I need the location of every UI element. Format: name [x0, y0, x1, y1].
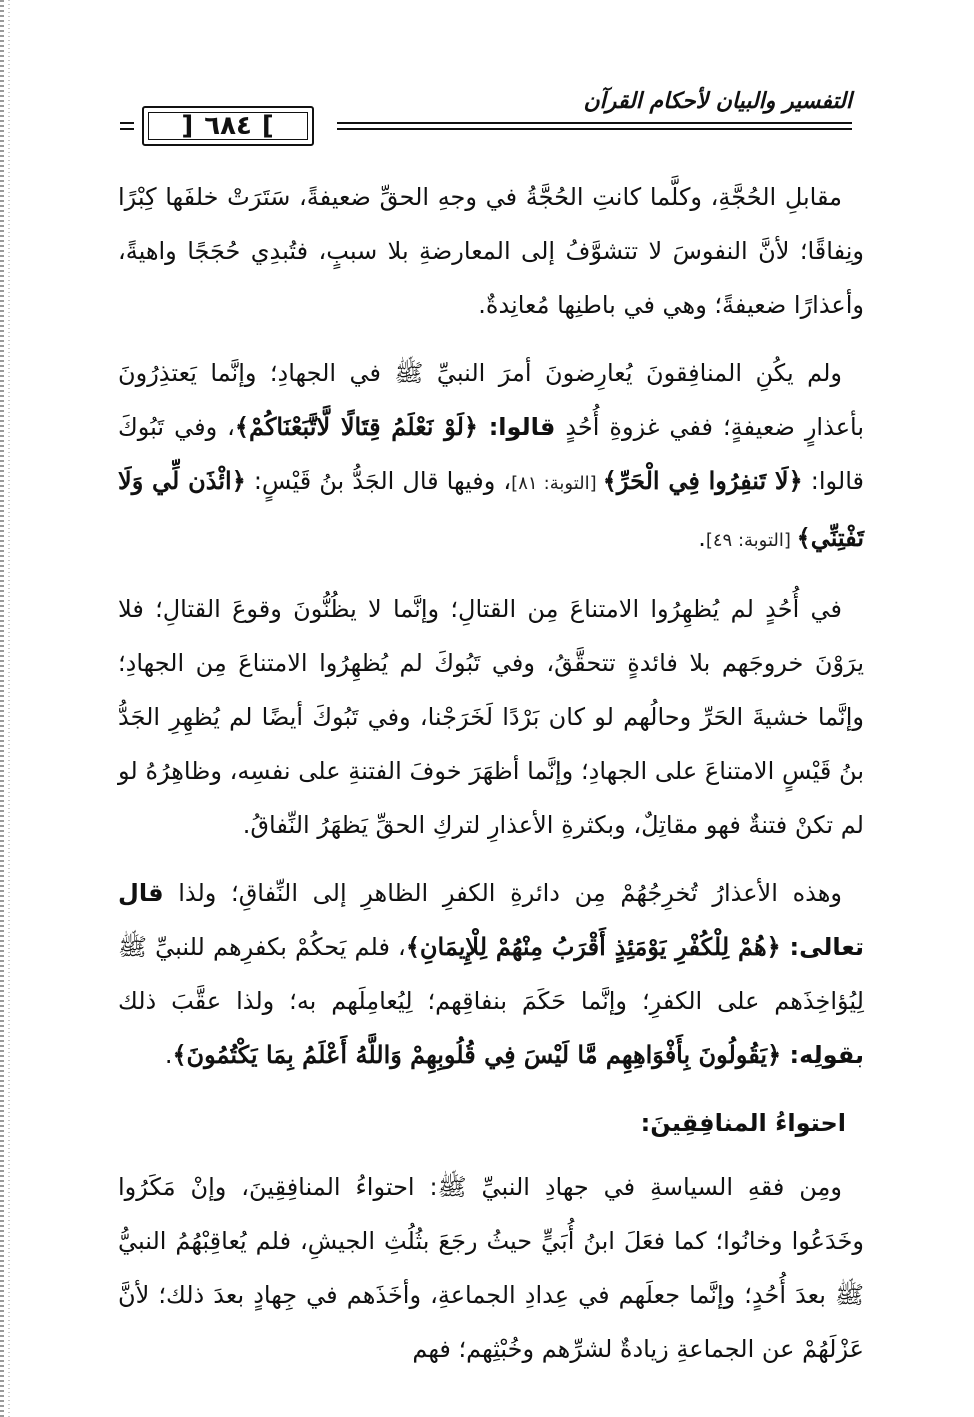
- quran-verse: ﴿لَوْ نَعْلَمُ قِتَالًا لَّاتَّبَعْنَاكُمْ﴾: [234, 412, 478, 441]
- bracket-icon: [: [181, 111, 195, 141]
- quran-verse: ﴿هُمْ لِلْكُفْرِ يَوْمَئِذٍ أَقْرَبُ مِنْهُمْ لِلْإِيمَانِ﴾: [405, 932, 781, 961]
- page-number-box: [142, 106, 314, 146]
- paragraph-text: ، وفي تَبُوكَ قالوا:: [118, 413, 864, 495]
- scan-edge-secondary: [8, 0, 10, 1417]
- paragraph-text: ، فلم يَحكُمْ بكفرِهم للنبيِّ ﷺ لِيُؤاخِذَهم على الكفرِ؛ وإنَّما حَكَمَ بنفاقِهم؛ لِيُعامِلَهم به؛ ولذا عقَّبَ ذلك: [118, 933, 864, 1015]
- paragraph-text: ومِن فقهِ السياسةِ في جهادِ النبيِّ ﷺ: احتواءُ المنافِقِينَ، وإنْ مَكَرُوا وخَدَعُوا وخانُوا؛ كما فعَلَ ابنُ أُبَيٍّ حيثُ رجَعَ بثُلُثِ الجيشِ، فلم يُعاقِبْهُمُ النبيُّ ﷺ بعدَ أُحُدٍ؛ وإنَّما جعلَهم في عِدادِ الجماعةِ، وأخَذَهم في جِهادٍ بعدَ ذلك؛ لأنَّ عَزْلَهُمْ عن الجماعةِ زيادةٌ لشرِّهم وخُبْثِهم؛ فهم: [118, 1173, 864, 1363]
- paragraph: [118, 346, 864, 568]
- header-rule: [120, 128, 134, 130]
- verse-reference: [التوبة: ٤٩]: [705, 530, 797, 551]
- paragraph-text: في أُحُدٍ لم يُظهِرُوا الامتناعَ مِن القتالِ؛ وإنَّما لا يظُنُّونَ وقوعَ القتالِ؛ فلا يرَوْنَ خروجَهم بلا فائدةٍ تتحقَّقُ، وفي تَبُوكَ لم يُظهِرُوا الامتناعَ مِن الجهادِ؛ وإنَّما خشيةَ الحَرِّ وحالُهم لو كان بَرْدًا لَخَرَجْنا، وفي تَبُوكَ أيضًا لم يُظهِرِ الجَدُّ بنُ قَيْسٍ الامتناعَ على الجهادِ؛ وإنَّما أظهَرَ خوفَ الفتنةِ على نفسِه، وظاهِرُهُ لو لم تكنْ فتنةٌ فهو مقاتِلٌ، وبكثرةِ الأعذارِ لتركِ الحقِّ يَظهَرُ النِّفاقُ.: [118, 595, 864, 839]
- page-header: [120, 84, 852, 154]
- quran-verse: ﴿ائْذَن لِّي وَلَا تَفْتِنِّي﴾: [118, 466, 864, 552]
- quran-verse: ﴿لَا تَنفِرُوا فِي الْحَرِّ﴾: [602, 466, 803, 495]
- paragraph-text: وهذه الأعذارُ تُخرِجُهُمْ مِن دائرةِ الكفرِ الظاهرِ إلى النِّفاقِ؛ ولذا: [163, 879, 842, 907]
- header-rule: [337, 128, 852, 130]
- book-title: التفسير والبيان لأحكام القرآن: [583, 88, 852, 114]
- paragraph-text: ولم يكُنِ المنافِقونَ يُعارِضونَ أمرَ النبيِّ ﷺ في الجهادِ؛ وإنَّما يَعتذِرُونَ بأعذارٍ ضعيفةٍ؛ ففي غزوةِ أُحُدٍ: [118, 359, 865, 441]
- paragraph-text: .: [698, 524, 706, 552]
- bracket-icon: ]: [261, 111, 275, 141]
- paragraph-text: ، وفيها قال الجَدُّ بنُ قَيْسٍ:: [245, 467, 512, 495]
- header-rule: [337, 122, 852, 124]
- header-rule: [120, 122, 134, 124]
- paragraph: [118, 170, 864, 332]
- section-heading: [118, 1096, 864, 1150]
- scan-edge: [0, 0, 4, 1417]
- paragraph-text: بقولِه:: [781, 1041, 864, 1069]
- paragraph-text: .: [164, 1041, 173, 1069]
- paragraph-text: قال تعالى:: [118, 879, 864, 961]
- paragraph: [118, 582, 864, 852]
- paragraph-text: قالوا:: [477, 413, 556, 441]
- quran-verse: ﴿يَقُولُونَ بِأَفْوَاهِهِم مَّا لَيْسَ فِي قُلُوبِهِمْ وَاللَّهُ أَعْلَمُ بِمَا يَكْتُمُونَ﴾: [172, 1040, 782, 1069]
- paragraph-text: مقابلِ الحُجَّةِ، وكلَّما كانتِ الحُجَّةُ في وجهِ الحقِّ ضعيفةً، سَتَرَتْ خلفَها كِبْرًا ونِفاقًا؛ لأنَّ النفوسَ لا تتشوَّفُ إلى المعارضةِ بلا سببٍ، فتُبدِي حُجَجًا واهيةً، وأعذارًا ضعيفةً؛ وهي في باطنِها مُعانِدةٌ.: [118, 183, 864, 319]
- paragraph: [118, 866, 864, 1082]
- verse-reference: [التوبة: ٨١]: [511, 473, 603, 494]
- page-number-value: ٦٨٤: [204, 111, 252, 141]
- page-number: [144, 108, 312, 144]
- paragraph-text: احتواءُ المنافِقِينَ:: [640, 1109, 846, 1137]
- page-body: [118, 170, 864, 1390]
- paragraph: [118, 1160, 864, 1376]
